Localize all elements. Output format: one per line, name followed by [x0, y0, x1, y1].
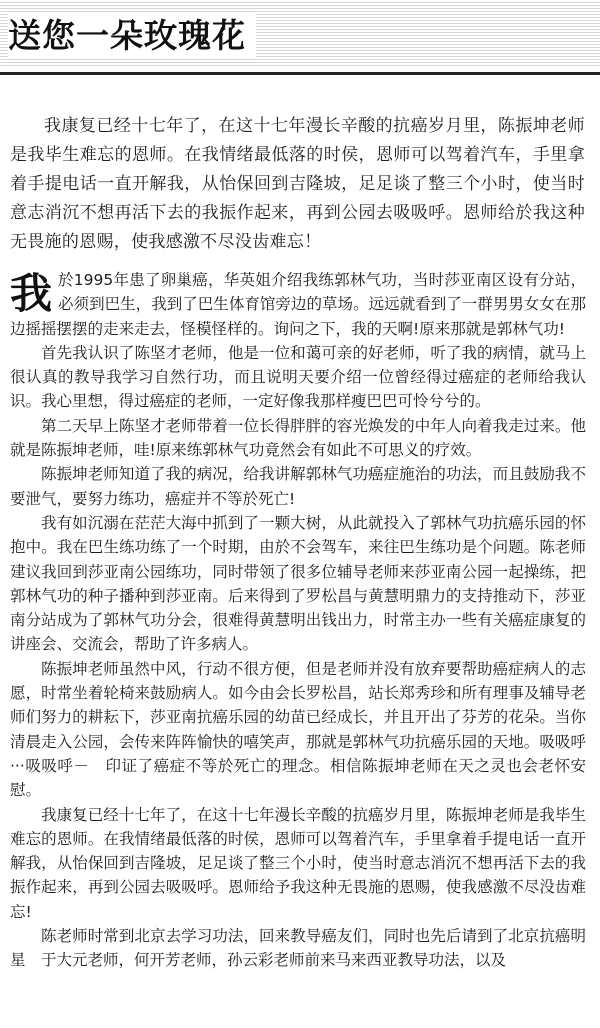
header-rule	[0, 72, 600, 75]
paragraph-8: 陈老师时常到北京去学习功法，回来教导癌友们，同时也先后请到了北京抗癌明星 于大元老师，何开芳老师，孙云彩老师前来马来西亚教导功法，以及	[10, 927, 586, 970]
intro-paragraph: 我康复已经十七年了，在这十七年漫长辛酸的抗癌岁月里，陈振坤老师是我毕生难忘的恩师。在我情绪最低落的时侯，恩师可以驾着汽车，手里拿着手提电话一直开解我，从怡保回到吉隆坡，足足谈了整三个小时，使当时意志消沉不想再活下去的我振作起来，再到公园去吸吸呼。恩师给於我这种无畏施的恩赐，使我感激不尽没齿难忘！	[10, 116, 585, 252]
paragraph-3: 第二天早上陈坚才老师带着一位长得胖胖的容光焕发的中年人向着我走过来。他就是陈振坤老师，哇!原来练郭林气功竟然会有如此不可思义的疗效。	[10, 416, 586, 460]
article-body	[10, 268, 586, 973]
paragraph-1	[10, 268, 586, 341]
paragraph-4: 陈振坤老师知道了我的病况，给我讲解郭林气功癌症施治的功法，而且鼓励我不要泄气，要努力练功，癌症并不等於死亡!	[10, 465, 586, 508]
drop-cap: 我	[10, 269, 53, 318]
page-title: 送您一朵玫瑰花	[8, 14, 256, 58]
paragraph-1-text: 於1995年患了卵巢癌，华英姐介绍我练郭林气功，当时莎亚南区设有分站，必须到巴生，我到了巴生体育馆旁边的草场。远远就看到了一群男男女女在那边摇摇摆摆的走来走去，怪模怪样的。询问之下，我的天啊!原来那就是郭林气功!	[10, 271, 586, 338]
header-band	[0, 0, 600, 68]
paragraph-5: 我有如沉溺在茫茫大海中抓到了一颗大树，从此就投入了郭林气功抗癌乐园的怀抱中。我在巴生练功练了一个时期，由於不会驾车，来往巴生练功是个问题。陈老师建议我回到莎亚南公园练功，同时带领了很多位辅导老师来莎亚南公园一起操练，把郭林气功的种子播种到莎亚南。后来得到了罗松昌与黄慧明鼎力的支持推动下，莎亚南分站成为了郭林气功分会，很难得黄慧明出钱出力，时常主办一些有关癌症康复的讲座会、交流会，帮助了许多病人。	[10, 513, 586, 654]
paragraph-2: 首先我认识了陈坚才老师，他是一位和蔼可亲的好老师，听了我的病情，就马上很认真的教导我学习自然行功，而且说明天要介绍一位曾经得过癌症的老师给我认识。我心里想，得过癌症的老师，一定好像我那样瘦巴巴可怜兮兮的。	[10, 343, 586, 411]
paragraph-6: 陈振坤老师虽然中风，行动不很方便，但是老师并没有放弃要帮助癌症病人的志愿，时常坐着轮椅来鼓励病人。如今由会长罗松昌，站长郑秀珍和所有理事及辅导老师们努力的耕耘下，莎亚南抗癌乐园的幼苗已经成长，并且开出了芬芳的花朵。当你清晨走入公园，会传来阵阵愉快的嘻笑声，那就是郭林气功抗癌乐园的天地。吸吸呼···吸吸呼－ 印证了癌症不等於死亡的理念。相信陈振坤老师在天之灵也会老怀安慰。	[10, 659, 586, 800]
paragraph-7: 我康复已经十七年了，在这十七年漫长辛酸的抗癌岁月里，陈振坤老师是我毕生难忘的恩师。在我情绪最低落的时侯，恩师可以驾着汽车，手里拿着手提电话一直开解我，从怡保回到吉隆坡，足足谈了整三个小时，使当时意志消沉不想再活下去的我振作起来，再到公园去吸吸呼。恩师给予我这种无畏施的恩赐，使我感激不尽没齿难忘!	[10, 805, 586, 921]
